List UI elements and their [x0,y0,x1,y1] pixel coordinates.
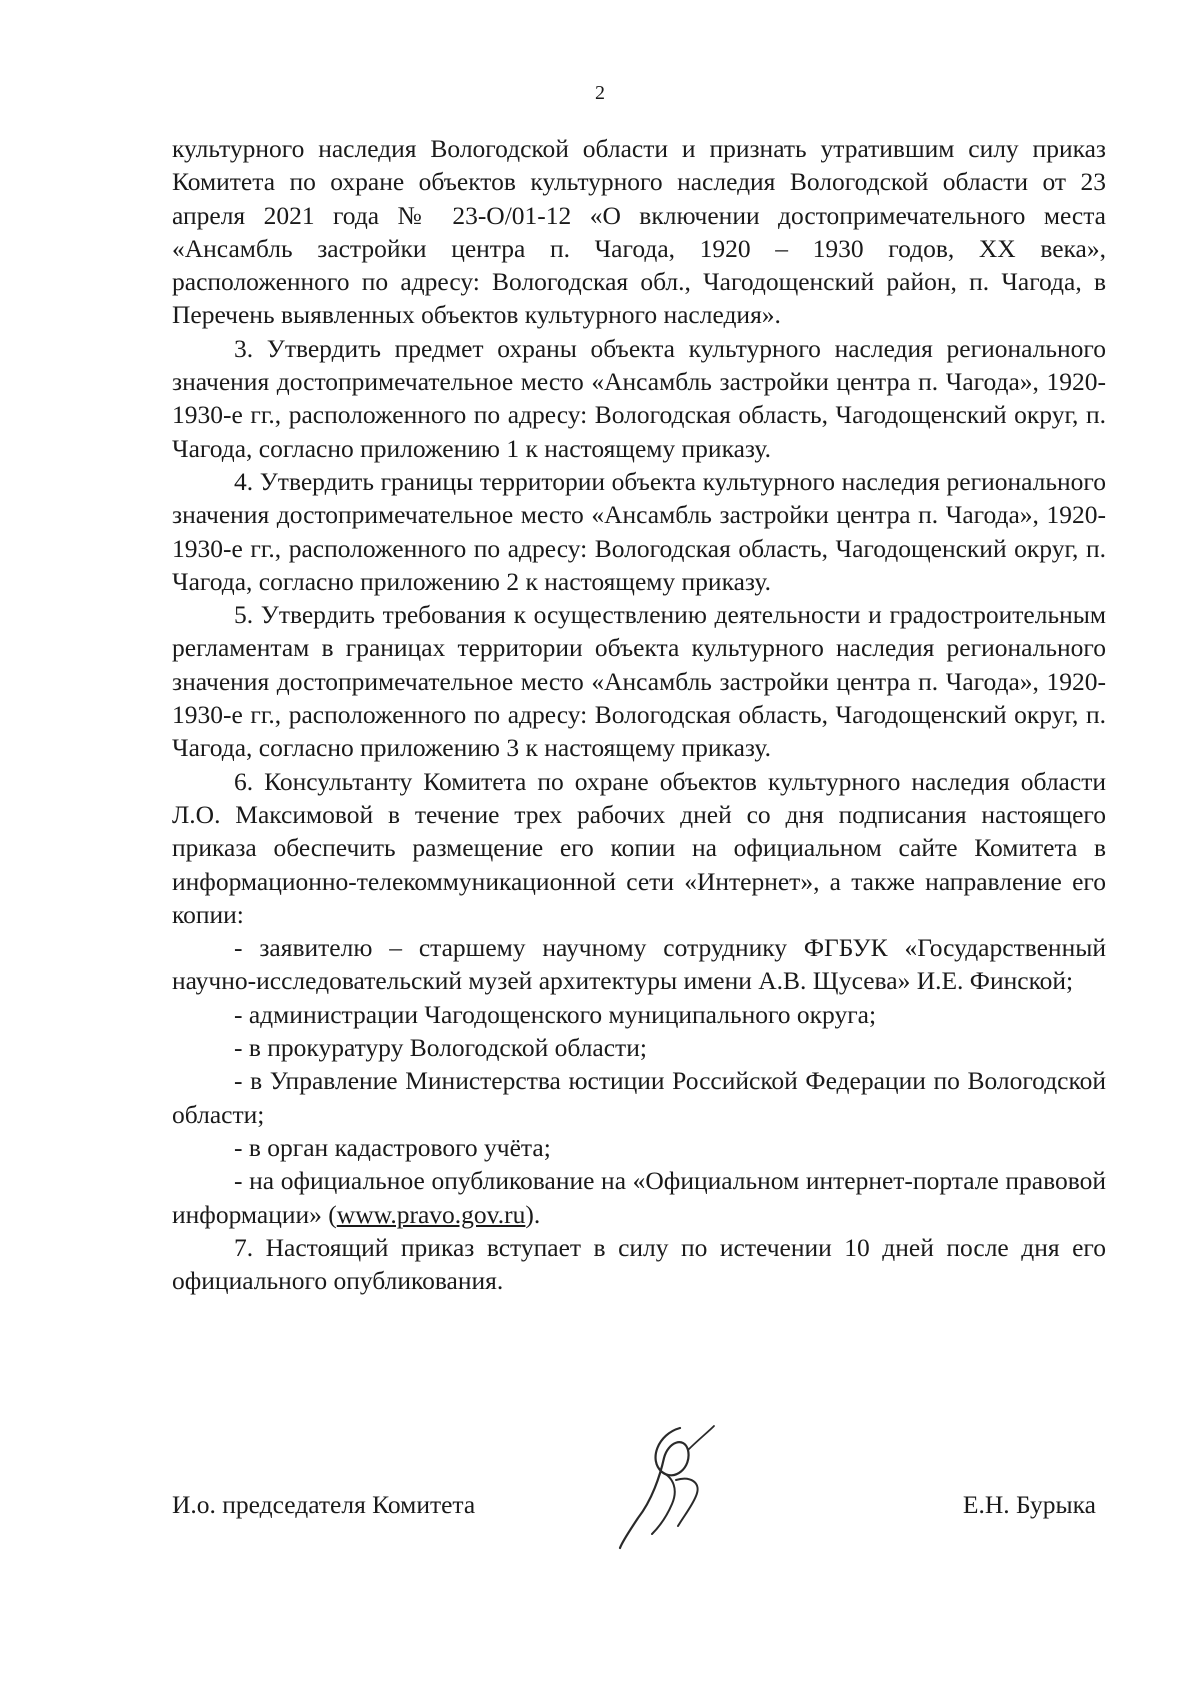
pravo-link[interactable]: www.pravo.gov.ru [336,1199,526,1229]
paragraph-item-4: 4. Утвердить границы территории объекта культурного наследия регионального значения достопримечательное место «Ансамбль застройки центра п. Чагода», 1920-1930-е гг., расположенного по адресу: Вологодская область, Чагодощенский округ, п. Чагода, согласно приложению 2 к настоящему приказу. [172,466,1106,596]
recipient-publication [172,1164,1106,1231]
paragraph-continuation: культурного наследия Вологодской области и признать утратившим силу приказ Комитета по охране объектов культурного наследия Вологодской области от 23 апреля 2021 года № 23-О/01-12 «О включении достопримечательного места «Ансамбль застройки центра п. Чагода, 1920 – 1930 годов, XX века», расположенного по адресу: Вологодская обл., Чагодощенский район, п. Чагода, в Перечень выявленных объектов культурного наследия». [172,134,1106,330]
paragraph-item-5: 5. Утвердить требования к осуществлению деятельности и градостроительным регламентам в границах территории объекта культурного наследия регионального значения достопримечательное место «Ансамбль застройки центра п. Чагода», 1920-1930-е гг., расположенного по адресу: Вологодская область, Чагодощенский округ, п. Чагода, согласно приложению 3 к настоящему приказу. [172,600,1106,763]
signatory-title: И.о. председателя Комитета [172,1490,476,1519]
recipient-applicant: - заявителю – старшему научному сотруднику ФГБУК «Государственный научно-исследовательский музей архитектуры имени А.В. Щусева» И.Е. Финской; [172,933,1106,996]
paragraph-item-6: 6. Консультанту Комитета по охране объектов культурного наследия области Л.О. Максимовой в течение трех рабочих дней со дня подписания настоящего приказа обеспечить размещение его копии на официальном сайте Комитета в информационно-телекоммуникационной сети «Интернет», а также направление его копии: [172,766,1106,929]
publication-text: - на официальное опубликование на «Официальном интернет-портале правовой информации» ( [172,1166,1106,1229]
recipient-cadastre: - в орган кадастрового учёта; [234,1132,551,1162]
paragraph-item-3: 3. Утвердить предмет охраны объекта культурного наследия регионального значения достопримечательное место «Ансамбль застройки центра п. Чагода», 1920-1930-е гг., расположенного по адресу: Вологодская область, Чагодощенский округ, п. Чагода, согласно приложению 1 к настоящему приказу. [172,333,1106,463]
document-body [172,132,1106,1297]
handwritten-signature [618,1420,728,1550]
publication-text-end: ). [525,1199,541,1229]
recipient-justice-ministry: - в Управление Министерства юстиции Российской Федерации по Вологодской области; [172,1066,1106,1129]
signature-block [172,1490,1106,1530]
recipient-prosecutor: - в прокуратуру Вологодской области; [234,1033,647,1063]
paragraph-item-7: 7. Настоящий приказ вступает в силу по истечении 10 дней после дня его официального опубликования. [172,1232,1106,1296]
recipient-administration: - администрации Чагодощенского муниципального округа; [234,999,877,1029]
signatory-name: Е.Н. Бурыка [962,1490,1096,1519]
page-number: 2 [595,82,605,104]
